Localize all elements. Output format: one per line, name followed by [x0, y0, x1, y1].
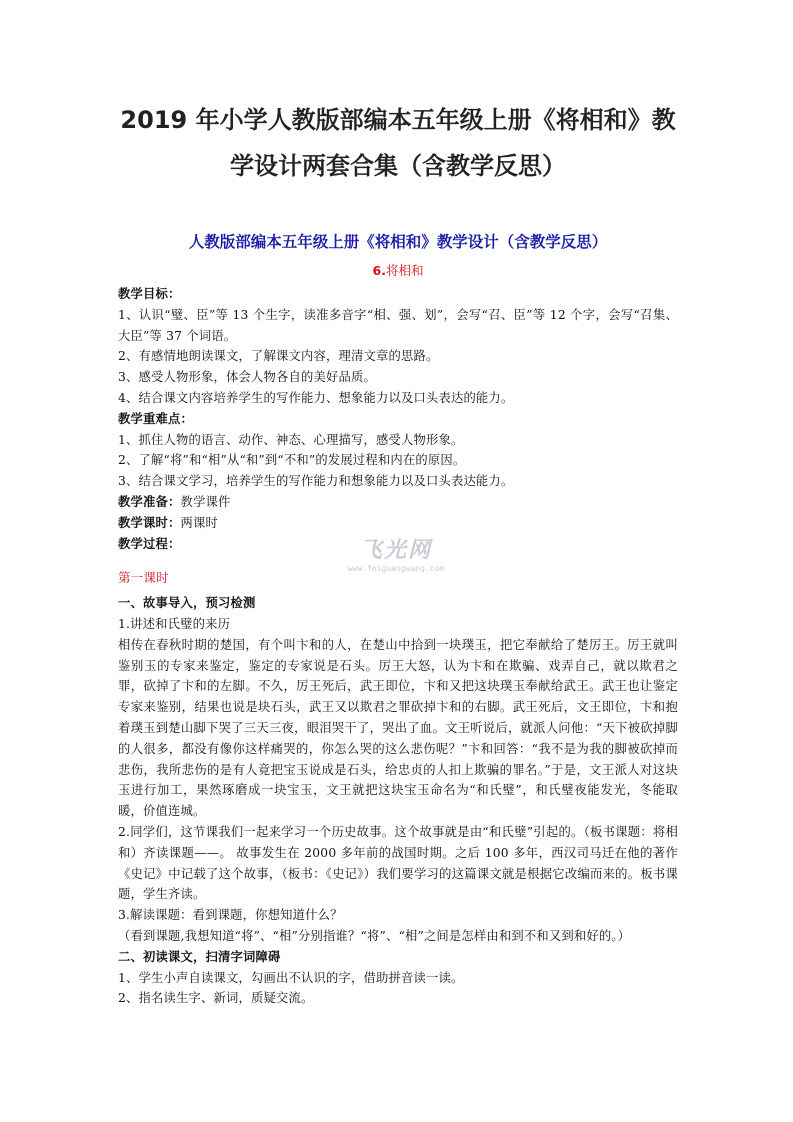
key-points-heading: 教学重难点：	[118, 410, 193, 426]
goals-heading: 教学目标：	[118, 286, 181, 301]
process-label: 教学过程：	[118, 535, 181, 551]
section-subtitle: 人教版部编本五年级上册《将相和》教学设计（含教学反思）	[188, 233, 608, 251]
key-point-item: 2、了解“将”和“相”从“和”到“不和”的发展过程和内在的原因。	[118, 453, 466, 468]
key-point-item: 3、结合课文学习，培养学生的写作能力和想象能力以及口头表达能力。	[118, 474, 514, 489]
preparation-label: 教学准备：	[118, 493, 181, 509]
section1-item3: 3.解读课题：看到课题，你想知道什么？	[118, 908, 343, 923]
document-title: 2019 年小学人教版部编本五年级上册《将相和》教学设计两套合集（含教学反思）	[120, 106, 676, 180]
goal-item: 3、感受人物形象，体会人物各自的美好品质。	[118, 370, 376, 385]
class-hours-label: 教学课时：	[118, 514, 181, 530]
key-point-item: 1、抓住人物的语言、动作、神态、心理描写，感受人物形象。	[118, 432, 464, 447]
section1-item3-answer: （看到课题,我想知道“将”、“相”分别指谁？“将”、“相”之间是怎样由和到不和又到和好的。）	[118, 928, 631, 943]
section1-story: 相传在春秋时期的楚国，有个叫卞和的人，在楚山中拾到一块璞玉，把它奉献给了楚厉王。厉王就叫鉴别玉的专家来鉴定，鉴定的专家说是石头。厉王大怒，认为卞和在欺骗、戏弄自己，就以欺君之罪，砍掉了卞和的左脚。不久，厉王死后，武王即位，卞和又把这块璞玉奉献给武王。武王也让鉴定专家来鉴别，结果也说是块石头，武王又以欺君之罪砍掉卞和的右脚。武王死后，文王即位，卞和抱着璞玉到楚山脚下哭了三天三夜，眼泪哭干了，哭出了血。文王听说后，就派人问他：“天下被砍掉脚的人很多，都没有像你这样痛哭的，你怎么哭的这么悲伤呢？”卞和回答：“我不是为我的脚被砍掉而悲伤，我所悲伤的是有人竟把宝玉说成是石头，给忠贞的人扣上欺骗的罪名。”于是，文王派人对这块玉进行加工，果然琢磨成一块宝玉，文王就把这块宝玉命名为“和氏璧”，和氏璧夜能发光，冬能取暖，价值连城。	[118, 637, 678, 819]
watermark-url: www.feiguangwang.com	[347, 564, 445, 573]
class-hours-line	[118, 513, 678, 534]
section1-item2: 2.同学们，这节课我们一起来学习一个历史故事。这个故事就是由“和氏璧”引起的。（板书课题：将相和）齐读课题——。 故事发生在 2000 多年前的战国时期。之后 100 多年，西汉司马迁在他的著作《史记》中记载了这个故事，（板书：《史记》）我们要学习的这篇课文就是根据它改编而来的。板书课题，学生齐读。	[118, 824, 678, 902]
preparation-value: 教学课件	[180, 494, 231, 509]
section2-item: 2、指名读生字、新词，质疑交流。	[118, 991, 314, 1006]
section1-item1-title: 1.讲述和氏璧的来历	[118, 616, 231, 631]
lesson-name: 将相和	[385, 263, 424, 278]
section2-heading: 二、初读课文，扫清字词障碍	[118, 948, 281, 964]
preparation-line	[118, 492, 678, 513]
goal-item: 4、结合课文内容培养学生的写作能力、想象能力以及口头表达的能力。	[118, 390, 514, 405]
section1-heading: 一、故事导入，预习检测	[118, 595, 256, 611]
watermark-brand: 飞光网	[359, 538, 432, 563]
goal-item: 1、认识“璧、臣”等 13 个生字，读准多音字“相、强、划”，会写“召、臣”等 12 个字，会写“召集、大臣”等 37 个词语。	[118, 307, 678, 343]
period-title: 第一课时	[118, 570, 169, 586]
document-body	[118, 284, 678, 1009]
class-hours-value: 两课时	[180, 515, 218, 530]
section2-item: 1、学生小声自读课文，勾画出不认识的字，借助拼音读一读。	[118, 970, 464, 985]
lesson-heading	[118, 262, 678, 280]
goal-item: 2、有感情地朗读课文，了解课文内容，理清文章的思路。	[118, 349, 439, 364]
lesson-number: 6.	[372, 263, 386, 278]
